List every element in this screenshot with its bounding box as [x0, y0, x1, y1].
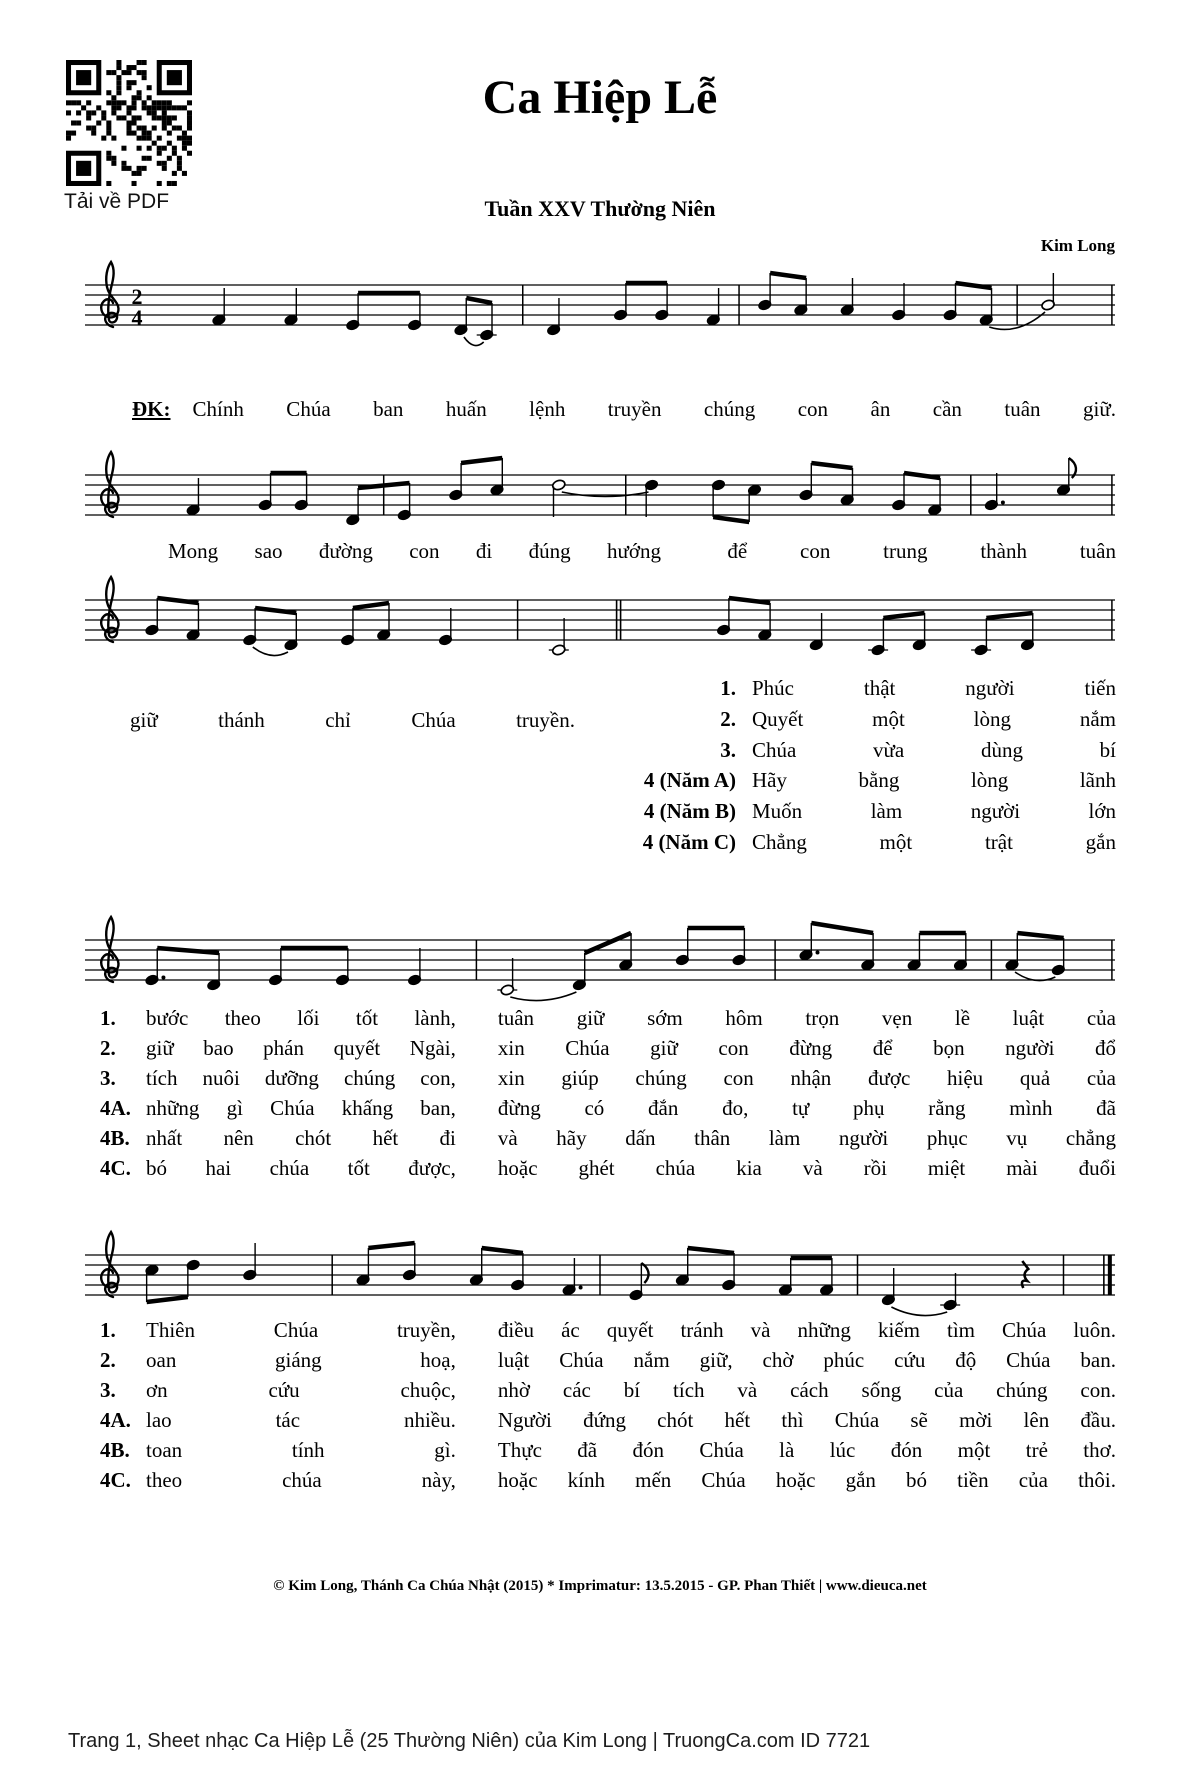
verse-number: 4A.	[100, 1408, 131, 1432]
verse-line	[100, 1348, 1116, 1378]
verse-text-part2: điều ác quyết tránh và những kiếm tìm Chúa luôn.	[497, 1318, 1116, 1342]
verse-number: 4 (Năm C)	[642, 829, 736, 854]
verse-text-part2: tuân giữ sớm hôm trọn vẹn lề luật của	[497, 1006, 1116, 1030]
staff-2	[85, 440, 1115, 550]
time-signature-bottom: 4	[131, 305, 143, 330]
verse-start-line	[618, 676, 1116, 707]
refrain-line-2-part1: Mong sao đường con đi đúng hướng	[168, 539, 661, 563]
verse-line	[100, 1468, 1116, 1498]
verse-text-part1: những gì Chúa khấng ban,	[146, 1096, 456, 1120]
tie-slur	[1015, 972, 1055, 981]
verse-block-2	[100, 1318, 1116, 1498]
tie-slur	[891, 1307, 947, 1316]
verse-start-line	[618, 738, 1116, 769]
verse-number: 2.	[720, 706, 736, 731]
verse-number: 3.	[720, 737, 736, 762]
staff-1	[85, 250, 1115, 360]
verse-line	[100, 1318, 1116, 1348]
verse-text-part1: tích nuôi dưỡng chúng con,	[146, 1066, 456, 1090]
staff-svg	[85, 440, 1115, 550]
staff-svg	[85, 1220, 1115, 1330]
verse-number: 1.	[100, 1318, 116, 1342]
verse-text-part2: hoặc kính mến Chúa hoặc gắn bó tiền của thôi.	[497, 1468, 1116, 1492]
verse-line	[100, 1156, 1116, 1186]
verse-text-part1: oan giáng hoạ,	[146, 1348, 456, 1372]
verse-start-text: Chúa vừa dùng bí	[752, 737, 1116, 762]
verse-number: 4B.	[100, 1438, 130, 1462]
copyright-line: © Kim Long, Thánh Ca Chúa Nhật (2015) * Imprimatur: 13.5.2015 - GP. Phan Thiết | www.dieuca.net	[273, 1578, 927, 1594]
verse-text-part1: giữ bao phán quyết Ngài,	[146, 1036, 456, 1060]
refrain-line-3: giữ thánh chỉ Chúa truyền.	[130, 708, 575, 732]
verse-text-part1: bước theo lối tốt lành,	[146, 1006, 456, 1030]
verse-start-line	[618, 707, 1116, 738]
staff-svg	[85, 905, 1115, 1015]
verse-text-part1: Thiên Chúa truyền,	[146, 1318, 456, 1342]
verse-start-text: Hãy bằng lòng lãnh	[752, 768, 1116, 793]
verse-text-part2: hoặc ghét chúa kia và rồi miệt mài đuổi	[497, 1156, 1116, 1180]
verse-line	[100, 1408, 1116, 1438]
verse-text-part1: bó hai chúa tốt được,	[146, 1156, 456, 1180]
tie-slur	[464, 337, 484, 346]
verse-text-part2: luật Chúa nắm giữ, chờ phúc cứu độ Chúa ban.	[497, 1348, 1116, 1372]
verse-start-text: Phúc thật người tiến	[752, 676, 1116, 700]
staff-5	[85, 1220, 1115, 1330]
verse-text-part2: Thực đã đón Chúa là lúc đón một trẻ thơ.	[497, 1438, 1116, 1462]
verse-number: 1.	[100, 1006, 116, 1030]
author: Kim Long	[1040, 236, 1115, 255]
verse-text-part2: nhờ các bí tích và cách sống của chúng con.	[497, 1378, 1116, 1402]
verse-start-column	[618, 676, 1116, 861]
verse-text-part1: theo chúa này,	[146, 1468, 456, 1492]
refrain-line-1	[132, 396, 1116, 422]
verse-text-part1: lao tác nhiều.	[146, 1408, 456, 1432]
verse-text-part1: nhất nên chót hết đi	[146, 1126, 456, 1150]
verse-line	[100, 1126, 1116, 1156]
verse-start-text: Quyết một lòng nắm	[752, 706, 1116, 731]
verse-number: 2.	[100, 1036, 116, 1060]
verse-number: 4C.	[100, 1468, 131, 1492]
verse-line	[100, 1036, 1116, 1066]
verse-number: 4 (Năm A)	[643, 768, 736, 793]
verse-start-line	[618, 768, 1116, 799]
verse-number: 4 (Năm B)	[643, 799, 736, 824]
staff-svg	[85, 565, 1115, 675]
verse-text-part1: ơn cứu chuộc,	[146, 1378, 456, 1402]
verse-text-part2: và hãy dấn thân làm người phục vụ chẳng	[497, 1126, 1116, 1150]
download-pdf-link[interactable]: Tải về PDF	[64, 190, 170, 213]
verse-line	[100, 1006, 1116, 1036]
eighth-flag	[641, 1263, 648, 1283]
refrain-label: ĐK:	[132, 397, 171, 421]
verse-line	[100, 1066, 1116, 1096]
verse-line	[100, 1096, 1116, 1126]
tie-slur	[253, 647, 288, 656]
verse-number: 4C.	[100, 1156, 131, 1180]
staff-4	[85, 905, 1115, 1015]
refrain-line-2-part2: để con trung thành tuân	[727, 539, 1116, 563]
verse-number: 3.	[100, 1378, 116, 1402]
page-title: Ca Hiệp Lễ	[482, 71, 718, 124]
footer-caption: Trang 1, Sheet nhạc Ca Hiệp Lễ (25 Thường Niên) của Kim Long | TruongCa.com ID 7721	[68, 1730, 871, 1752]
refrain-line-2	[168, 538, 1116, 564]
verse-text-part2: xin Chúa giữ con đừng để bọn người đổ	[497, 1036, 1116, 1060]
verse-start-line	[618, 799, 1116, 830]
time-signature-top: 2	[131, 284, 143, 309]
verse-start-line	[618, 830, 1116, 861]
verse-text-part2: Người đứng chót hết thì Chúa sẽ mời lên đầu.	[497, 1408, 1116, 1432]
verse-text-part1: toan tính gì.	[146, 1438, 456, 1462]
verse-number: 1.	[720, 676, 736, 700]
verse-block-1	[100, 1006, 1116, 1186]
verse-start-text: Muốn làm người lớn	[752, 799, 1116, 824]
verse-number: 4A.	[100, 1096, 131, 1120]
verse-number: 4B.	[100, 1126, 130, 1150]
subtitle: Tuần XXV Thường Niên	[484, 196, 716, 221]
verse-line	[100, 1378, 1116, 1408]
staff-svg	[85, 250, 1115, 360]
tie-slur	[562, 492, 649, 497]
verse-number: 2.	[100, 1348, 116, 1372]
tie-slur	[510, 992, 576, 1001]
verse-text-part2: đừng có đắn đo, tự phụ rằng mình đã	[497, 1096, 1116, 1120]
verse-number: 3.	[100, 1066, 116, 1090]
staff-3	[85, 565, 1115, 675]
verse-start-text: Chẳng một trật gắn	[752, 829, 1116, 854]
refrain-line-1-text: Chính Chúa ban huấn lệnh truyền chúng con ân cần tuân giữ.	[192, 397, 1116, 421]
verse-line	[100, 1438, 1116, 1468]
verse-text-part2: xin giúp chúng con nhận được hiệu quả của	[497, 1066, 1116, 1090]
